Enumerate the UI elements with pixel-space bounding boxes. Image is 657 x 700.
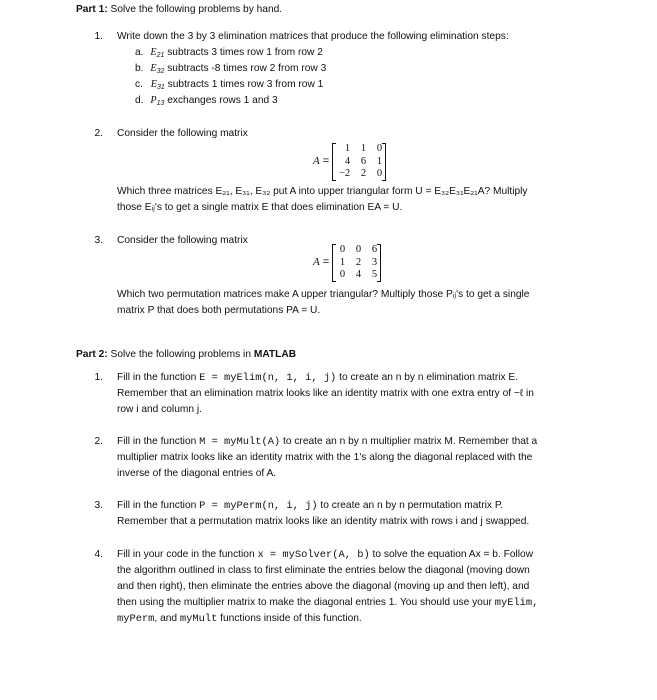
item-label: b. bbox=[135, 63, 144, 74]
p1-q3-followup-line1: Which two permutation matrices make A upper triangular? Multiply those Pᵢⱼ's to get a single bbox=[117, 289, 530, 300]
part2-title-mid: Solve the following problems in bbox=[107, 349, 254, 360]
item-label: a. bbox=[135, 47, 144, 58]
item-subscript: 21 bbox=[156, 52, 165, 59]
matrix-cell: 4 bbox=[344, 155, 351, 167]
item-text: exchanges rows 1 and 3 bbox=[164, 95, 278, 106]
p2-q4-number: 4. bbox=[94, 549, 103, 560]
p2-q1-line2: Remember that an elimination matrix looks like an identity matrix with one extra entry of −ℓ in bbox=[117, 388, 534, 399]
text: Fill in the function bbox=[117, 500, 200, 511]
matrix-cell: 1 bbox=[339, 256, 346, 268]
p2-q2-line2: multiplier matrix looks like an identity matrix with the 1's along the diagonal replaced with the bbox=[117, 452, 533, 463]
matrix-cell: 3 bbox=[371, 256, 378, 268]
p1-q3-matrix-equation bbox=[313, 244, 381, 282]
text: to create an n by n elimination matrix E. bbox=[336, 372, 519, 383]
text: then using the multiplier matrix to make the diagonal entries 1. You should use your bbox=[117, 597, 495, 608]
p1-q2-followup-line1: Which three matrices E₂₁, E₃₁, E₃₂ put A into upper triangular form U = E₃₂E₃₁E₂₁A? Multiply bbox=[117, 186, 528, 197]
p2-q2-line3: inverse of the diagonal entries of A. bbox=[117, 468, 277, 479]
p2-q3-line1 bbox=[117, 498, 647, 515]
text: to create an n by n multiplier matrix M. Remember that a bbox=[280, 436, 538, 447]
item-symbol: E bbox=[150, 79, 158, 90]
text: Fill in the function bbox=[117, 436, 200, 447]
item-symbol: E bbox=[150, 47, 157, 58]
code-signature: E = myElim(n, 1, i, j) bbox=[199, 372, 337, 384]
item-text: subtracts -8 times row 2 from row 3 bbox=[164, 63, 327, 74]
p2-q3-line2: Remember that a permutation matrix looks like an identity matrix with rows i and j swapped. bbox=[117, 516, 530, 527]
text: to create an n by n permutation matrix P. bbox=[317, 500, 504, 511]
p1-q3-text: Consider the following matrix bbox=[117, 235, 248, 246]
code-signature: x = mySolver(A, b) bbox=[257, 549, 370, 561]
item-text: subtracts 1 times row 3 from row 1 bbox=[164, 79, 324, 90]
matrix-cell: 0 bbox=[376, 143, 383, 154]
matrix-cell: 2 bbox=[355, 256, 362, 268]
matrix-cell: −2 bbox=[339, 168, 351, 179]
part2-title-prefix: Part 2: bbox=[76, 349, 108, 360]
matrix-cell: 0 bbox=[339, 244, 346, 255]
p1-q1-item-d bbox=[135, 93, 278, 112]
p1-q2-number: 2. bbox=[94, 128, 103, 139]
item-subscript: 32 bbox=[156, 68, 165, 75]
matrix-cell: 0 bbox=[339, 269, 346, 280]
code-name: myElim, bbox=[494, 597, 539, 609]
p1-q3-number: 3. bbox=[94, 235, 103, 246]
p2-q4-line2: the algorithm outlined in class to first eliminate the entries below the diagonal (moving down bbox=[117, 565, 530, 576]
p2-q2-number: 2. bbox=[94, 436, 103, 447]
part1-title bbox=[76, 2, 282, 18]
p1-q3-followup-line2: matrix P that does both permutations PA = U. bbox=[117, 305, 321, 316]
p2-q2-line1 bbox=[117, 434, 647, 451]
matrix-cell: 6 bbox=[371, 244, 378, 255]
item-label: c. bbox=[135, 79, 143, 90]
p2-q3-number: 3. bbox=[94, 500, 103, 511]
part1-title-rest: Solve the following problems by hand. bbox=[107, 4, 283, 15]
matrix-cell: 1 bbox=[344, 143, 351, 154]
text: Fill in your code in the function bbox=[117, 549, 258, 560]
p1-q2-text: Consider the following matrix bbox=[117, 128, 248, 139]
part2-title-matlab: MATLAB bbox=[253, 349, 297, 360]
code-name: myMult bbox=[179, 613, 218, 625]
text: functions inside of this function. bbox=[217, 613, 362, 624]
matrix-cell: 4 bbox=[355, 269, 362, 280]
p2-q1-number: 1. bbox=[94, 372, 103, 383]
item-text: subtracts 3 times row 1 from row 2 bbox=[164, 47, 323, 58]
p2-q4-line1 bbox=[117, 547, 647, 564]
matrix-A bbox=[332, 244, 381, 282]
matrix-name: A bbox=[313, 255, 320, 268]
item-subscript: 31 bbox=[157, 84, 165, 91]
text: Fill in the function bbox=[117, 372, 200, 383]
code-name: myPerm bbox=[117, 613, 155, 625]
p1-q2-followup-line2: those Eᵢⱼ's to get a single matrix E that does elimination EA = U. bbox=[117, 202, 403, 213]
code-signature: P = myPerm(n, i, j) bbox=[199, 500, 318, 512]
equals-sign: = bbox=[322, 255, 330, 268]
matrix-name: A bbox=[313, 154, 320, 167]
code-signature: M = myMult(A) bbox=[199, 436, 281, 448]
p2-q1-line1 bbox=[117, 370, 647, 387]
matrix-cell: 5 bbox=[371, 269, 378, 280]
matrix-A bbox=[332, 143, 386, 181]
matrix-cell: 1 bbox=[376, 155, 383, 167]
item-label: d. bbox=[135, 95, 144, 106]
p1-q2-matrix-equation bbox=[313, 143, 386, 181]
text: , and bbox=[154, 613, 180, 624]
p2-q4-line4 bbox=[117, 595, 647, 612]
p1-q1-number: 1. bbox=[94, 31, 103, 42]
item-symbol: E bbox=[150, 63, 157, 74]
p2-q4-line5 bbox=[117, 611, 647, 628]
matrix-cell: 2 bbox=[360, 168, 367, 179]
part2-title bbox=[76, 347, 296, 363]
matrix-cell: 6 bbox=[360, 155, 367, 167]
p2-q1-line3: row i and column j. bbox=[117, 404, 202, 415]
part1-title-prefix: Part 1: bbox=[76, 4, 108, 15]
p1-q1-text: Write down the 3 by 3 elimination matrices that produce the following elimination steps: bbox=[117, 31, 509, 42]
item-symbol: P bbox=[150, 95, 157, 106]
equals-sign: = bbox=[322, 154, 330, 167]
matrix-cell: 1 bbox=[360, 143, 367, 154]
matrix-cell: 0 bbox=[376, 168, 383, 179]
text: to solve the equation Ax = b. Follow bbox=[369, 549, 534, 560]
p2-q4-line3: and then right), then eliminate the entries above the diagonal (moving up and then left), and bbox=[117, 581, 530, 592]
item-subscript: 13 bbox=[156, 100, 165, 107]
matrix-cell: 0 bbox=[355, 244, 362, 255]
